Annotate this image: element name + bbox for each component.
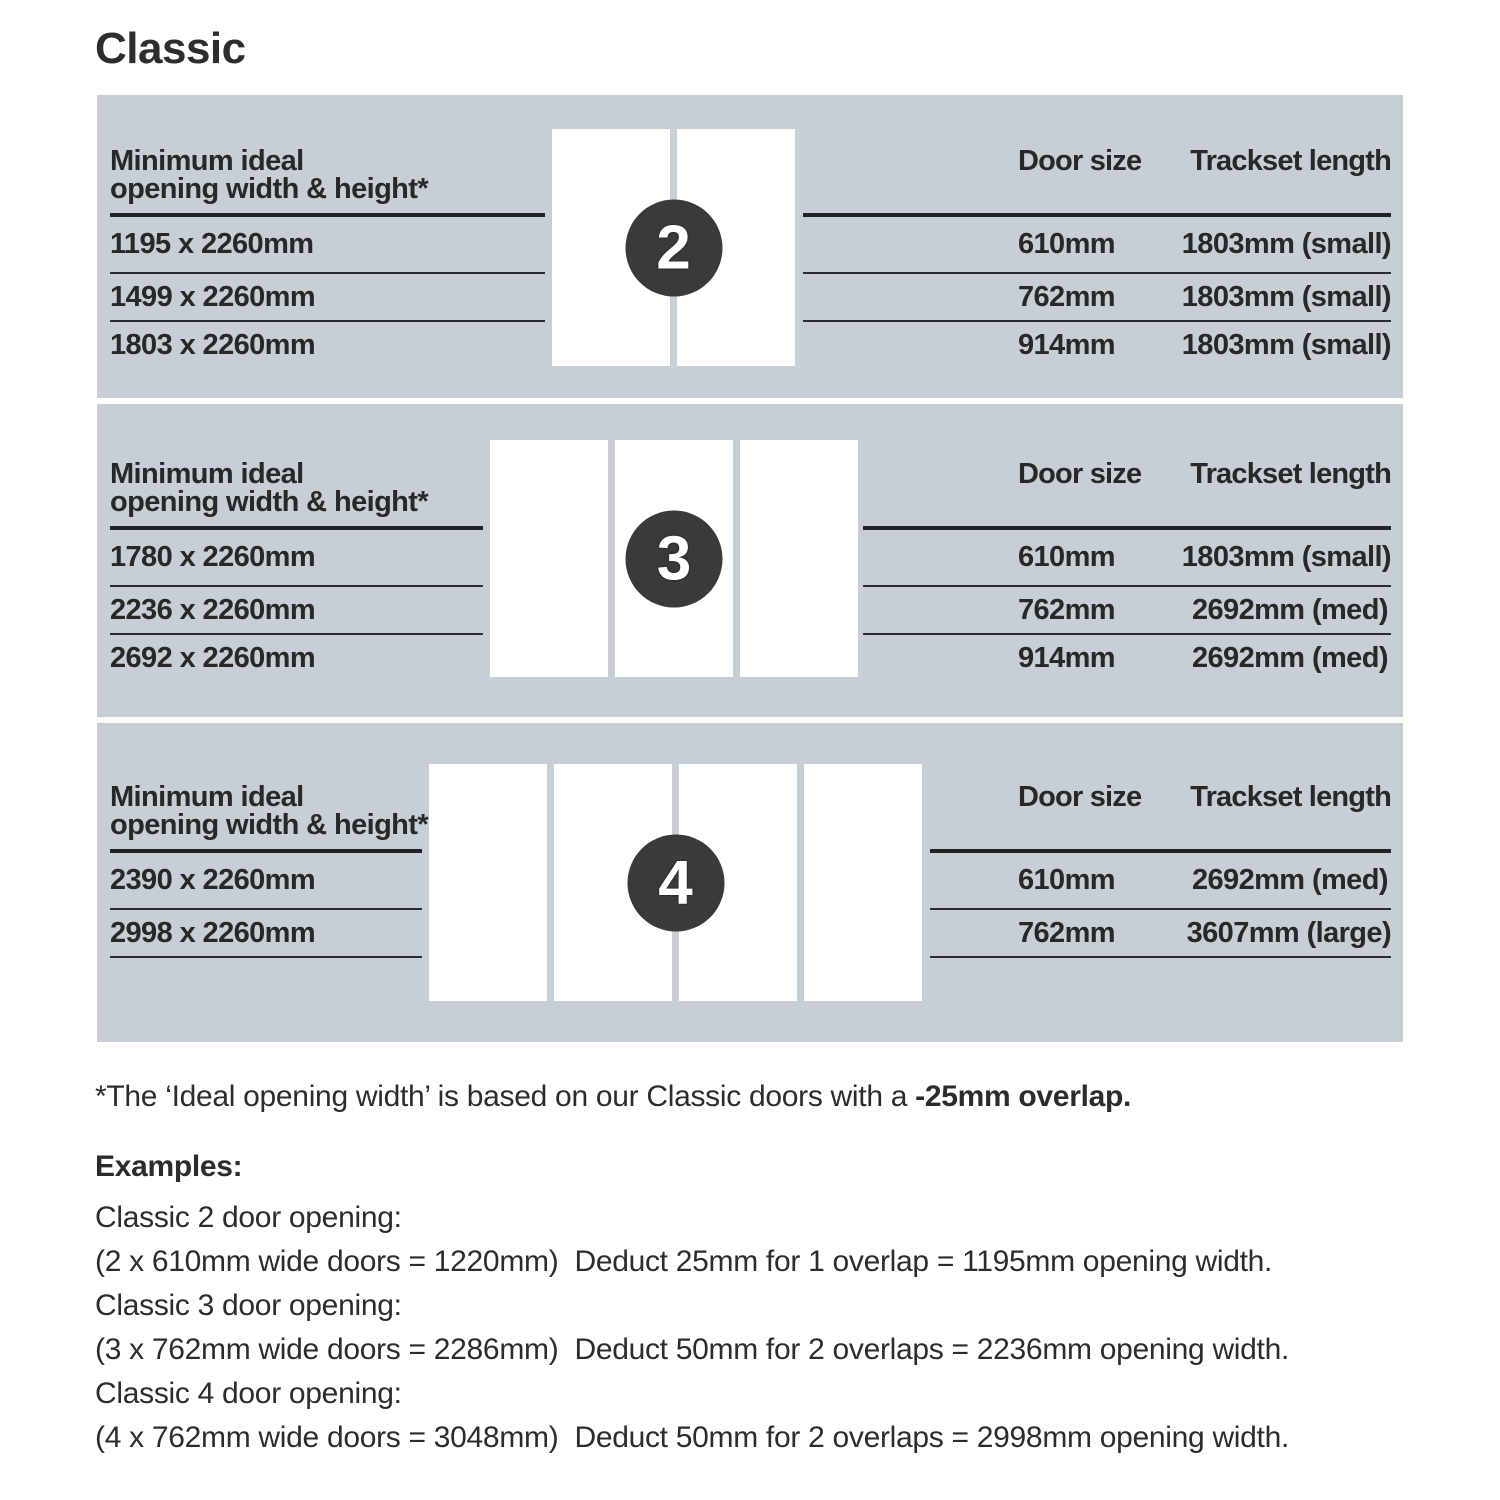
door-size-value: 914mm [1018,641,1115,674]
opening-value: 2390 x 2260mm [110,864,316,896]
opening-value: 2998 x 2260mm [110,916,316,949]
column-header-door-size: Door size [1018,458,1142,490]
header-line-2: opening width & height* [110,173,429,205]
opening-table-header [110,460,483,530]
opening-size-table [110,460,483,681]
footnote-bold: -25mm overlap. [915,1080,1132,1113]
door-size-value: 762mm [1018,593,1115,626]
size-guide-panel [97,95,1403,1042]
door-panel [490,440,608,677]
header-line-2: opening width & height* [110,486,429,518]
trackset-length-value: 3607mm (large) [1186,916,1391,949]
trackset-row [803,217,1391,274]
column-header-trackset-length: Trackset length [1190,145,1391,177]
trackset-length-value: 2692mm (med) [1192,641,1388,674]
door-panel [804,764,922,1001]
trackset-length-value: 1803mm (small) [1181,228,1391,260]
door-size-value: 610mm [1018,864,1115,896]
example-line: (2 x 610mm wide doors = 1220mm) Deduct 25mm for 1 overlap = 1195mm opening width. [95,1245,1273,1278]
trackset-table-header [930,783,1391,853]
trackset-row [863,635,1391,681]
example-line: (4 x 762mm wide doors = 3048mm) Deduct 50mm for 2 overlaps = 2998mm opening width. [95,1421,1290,1454]
door-size-value: 762mm [1018,280,1115,313]
door-size-value: 762mm [1018,916,1115,949]
column-header-trackset-length: Trackset length [1190,458,1391,490]
opening-row [110,853,422,910]
section-2-door [97,95,1403,398]
examples-list [95,1196,1289,1460]
opening-value: 1499 x 2260mm [110,280,316,313]
example-line: Classic 4 door opening: [95,1377,402,1410]
door-count-badge: 4 [627,834,724,931]
opening-row [110,217,545,274]
example-line: Classic 3 door opening: [95,1289,402,1322]
trackset-row [863,530,1391,587]
opening-value: 2236 x 2260mm [110,593,316,626]
trackset-row [930,853,1391,910]
trackset-row [803,274,1391,322]
header-line-2: opening width & height* [110,809,429,841]
opening-value: 1803 x 2260mm [110,328,316,361]
door-panel [740,440,858,677]
trackset-length-value: 1803mm (small) [1181,280,1391,313]
column-header-door-size: Door size [1018,145,1142,177]
opening-value: 2692 x 2260mm [110,641,316,674]
footnote [95,1080,1131,1114]
examples-heading: Examples: [95,1150,243,1183]
door-size-value: 610mm [1018,228,1115,260]
opening-table-header [110,147,545,217]
trackset-length-value: 2692mm (med) [1192,593,1388,626]
trackset-table [863,460,1391,681]
door-diagram-4 [429,764,922,1001]
door-count-badge: 3 [626,510,723,607]
trackset-row [863,587,1391,635]
door-diagram-3 [490,440,858,677]
trackset-table [803,147,1391,368]
example-line: (3 x 762mm wide doors = 2286mm) Deduct 50mm for 2 overlaps = 2236mm opening width. [95,1333,1290,1366]
example-line: Classic 2 door opening: [95,1201,402,1234]
opening-size-table [110,147,545,368]
trackset-row [930,910,1391,958]
opening-value: 1780 x 2260mm [110,541,316,573]
opening-row [110,587,483,635]
opening-row [110,322,545,368]
door-count-badge: 2 [625,199,722,296]
trackset-length-value: 1803mm (small) [1181,328,1391,361]
section-3-door [97,404,1403,717]
opening-value: 1195 x 2260mm [110,228,314,260]
opening-row [110,910,422,958]
door-panel [429,764,547,1001]
header-line-1: Minimum ideal [110,781,304,813]
opening-row [110,635,483,681]
opening-row [110,530,483,587]
opening-table-header [110,781,429,853]
column-header-door-size: Door size [1018,781,1142,813]
door-diagram-2 [552,129,795,366]
trackset-table-header [863,460,1391,530]
door-size-value: 914mm [1018,328,1115,361]
page-title: Classic [95,24,246,73]
header-line-1: Minimum ideal [110,458,304,490]
trackset-table-header [803,147,1391,217]
trackset-table [930,783,1391,958]
trackset-length-value: 2692mm (med) [1192,864,1388,896]
door-size-value: 610mm [1018,541,1115,573]
trackset-row [803,322,1391,368]
section-4-door [97,723,1403,1042]
header-line-1: Minimum ideal [110,145,304,177]
trackset-length-value: 1803mm (small) [1181,541,1391,573]
opening-size-table [110,781,429,958]
opening-row [110,274,545,322]
footnote-text: *The ‘Ideal opening width’ is based on our Classic doors with a [95,1080,916,1113]
column-header-trackset-length: Trackset length [1190,781,1391,813]
